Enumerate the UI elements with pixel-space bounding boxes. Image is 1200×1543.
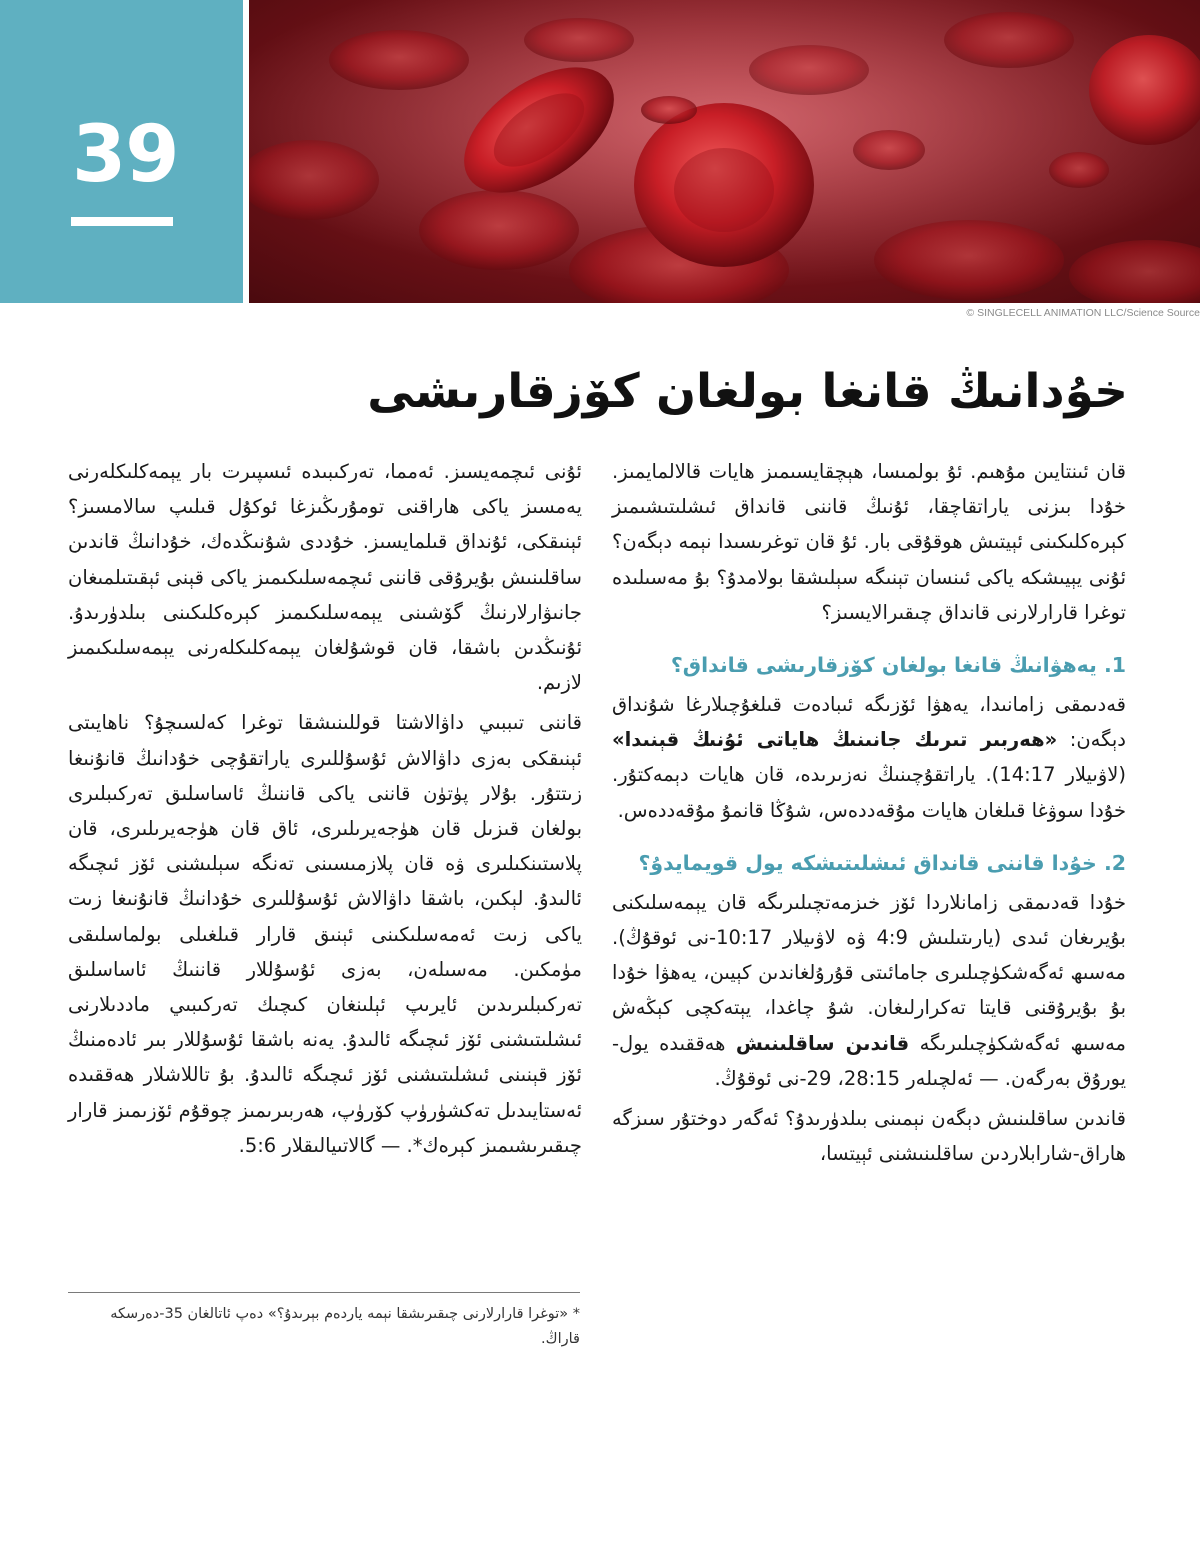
section-2-paragraph <box>612 885 1126 1096</box>
section-2-paragraph-2: قاندىن ساقلىنىش دېگەن نېمىنى بىلدۈرىدۇ؟ ئەگەر دوختۇر سىزگە ھاراق-شارابلاردىن ساقلىنىشنى ئېيتسا، <box>612 1107 1126 1166</box>
left-paragraph-2-text: قاننى تىببىي داۋالاشتا قوللىنىشقا توغرا كەلسىچۇ؟ ناھايىتى ئېنىقكى بەزى داۋالاش ئۇسۇللىرى ياراتقۇچى خۇدانىڭ قانۇنىغا زىتتۇر. بۇلار پۈتۈن قاننى ياكى قاننىڭ ئاساسلىق تەركىبلىرى بولغان قىزىل قان ھۈجەيرىلىرى، ئاق قان ھۈجەيرىلىرى، قان پلاستىنكىلىرى ۋە قان پلازمىسىنى تەنگە سېلىشنى ئۆز ئىچىگە ئالىدۇ. لېكىن، باشقا داۋالاش ئۇسۇللىرى خۇدانىڭ قانۇنىغا زىت ياكى زىت ئەمەسلىكىنى ئېنىق قارار قىلغىلى بولماسلىقى مۈمكىن. مەسىلەن، بەزى ئۇسۇللار قاننىڭ ئاساسلىق تەركىبلىرىدىن ئايرىپ ئېلىنغان كىچىك تەركىبىي ماددىلارنى ئىشلىتىشنى ئۆز ئىچىگە ئالىدۇ. يەنە باشقا ئۇسۇللار بىر ئادەمنىڭ ئۆز قېنىنى ئىشلىتىشنى ئۆز ئىچىگە ئالىدۇ. بۇ تاللاشلار ھەققىدە ئەستايىدىل تەكشۈرۈپ كۆرۈپ، ھەربىرىمىز چوقۇم ئۆزىمىز قارار چىقىرىشىمىز كېرەك <box>68 711 582 1157</box>
left-paragraph-2-citation: . — گالاتىيالىقلار 5:6. <box>238 1133 413 1157</box>
footnote-marker: * <box>412 1133 423 1157</box>
lesson-number-panel <box>0 0 243 303</box>
right-column <box>612 454 1126 1176</box>
footnote-divider <box>68 1292 580 1293</box>
left-paragraph-2 <box>68 705 582 1163</box>
section-1-text-end: (لاۋىيلار 14:17). ياراتقۇچىنىڭ نەزىرىدە، قان ھايات دېمەكتۇر. خۇدا سوۋغا قىلغان ھايات مۇقەددەس، شۇڭا قانمۇ مۇقەددەس. <box>612 763 1126 822</box>
intro-paragraph: قان ئىنتايىن مۇھىم. ئۇ بولمىسا، ھېچقايسىمىز ھايات قالالمايمىز. خۇدا بىزنى ياراتقاچقا، ئۇنىڭ قاننى قانداق ئىشلىتىشىمىز كېرەكلىكىنى ئېيتىش ھوقۇقى بار. ئۇ قان توغرىسىدا نېمە دېگەن؟ ئۇنى يېيىشكە ياكى ئىنسان تېنىگە سېلىشقا بولامدۇ؟ بۇ مەسىلىدە توغرا قارارلارنى قانداق چىقىرالايسىز؟ <box>612 460 1126 624</box>
section-2-heading: 2. خۇدا قاننى قانداق ئىشلىتىشكە يول قويمايدۇ؟ <box>638 850 1126 875</box>
section-2-emphasis: قاندىن ساقلىنىش <box>735 1031 910 1055</box>
page-title: خۇدانىڭ قانغا بولغان كۆزقارىشى <box>367 364 1128 419</box>
left-paragraph-1: ئۇنى ئىچمەيسىز. ئەمما، تەركىبىدە ئىسپىرت بار يېمەكلىكلەرنى يەمسىز ياكى ھاراقنى تومۇرىڭىزغا ئوكۇل قىلىپ سالامسىز؟ ئېنىقكى، ئۇنداق قىلمايسىز. خۇددى شۇنىڭدەك، خۇدانىڭ قاندىن ساقلىنىش بۇيرۇقى قاننى ئىچمەسلىكىمىز ياكى قېنى ئېقىتىلمىغان جانىۋارلارنىڭ گۆشىنى يېمەسلىكىمىز كېرەكلىكىنى بىلدۈرىدۇ. ئۇنىڭدىن باشقا، قان قوشۇلغان يېمەكلىكلەرنى يېمەسلىكىمىز لازىم. <box>68 460 582 695</box>
blood-cells-illustration <box>249 0 1200 303</box>
section-1-text-start: قەدىمقى زامانىدا، يەھۋا ئۆزىگە ئىبادەت قىلغۇچىلارغا شۇنداق دېگەن: <box>612 693 1126 752</box>
photo-credit: © SINGLECELL ANIMATION LLC/Science Source <box>966 307 1200 319</box>
section-2-text-end: ھەققىدە يول-يورۇق بەرگەن. — ئەلچىلەر 28:15، 29-نى ئوقۇڭ. <box>612 1031 1126 1090</box>
lesson-number-underline <box>71 217 173 226</box>
section-2-text-start: خۇدا قەدىمقى زامانلاردا ئۆز خىزمەتچىلىرىگە قان يېمەسلىكنى بۇيرىغان ئىدى (يارىتىلىش 4:9 ۋە لاۋىيلار 10:17-نى ئوقۇڭ). مەسىھ ئەگەشكۈچىلىرى جامائىتى قۇرۇلغاندىن كېيىن، يەھۋا خۇدا بۇ بۇيرۇقنى قايتا تەكرارلىغان. شۇ چاغدا، يېتەكچى كېڭەش مەسىھ ئەگەشكۈچىلىرىگە <box>612 890 1126 1055</box>
hero-image-red-blood-cells <box>249 0 1200 303</box>
footnote: * «توغرا قارارلارنى چىقىرىشقا نېمە ياردەم بېرىدۇ؟» دەپ ئاتالغان 35-دەرسكە قاراڭ. <box>110 1306 580 1347</box>
section-1-paragraph <box>612 687 1126 828</box>
lesson-number: 39 <box>72 110 179 200</box>
left-column <box>68 454 582 1168</box>
section-1-heading: 1. يەھۋانىڭ قانغا بولغان كۆزقارىشى قانداق؟ <box>670 653 1126 678</box>
section-1-quote: «ھەربىر تىرىك جانىنىڭ ھاياتى ئۇنىڭ قېنىدا» <box>612 728 1058 752</box>
